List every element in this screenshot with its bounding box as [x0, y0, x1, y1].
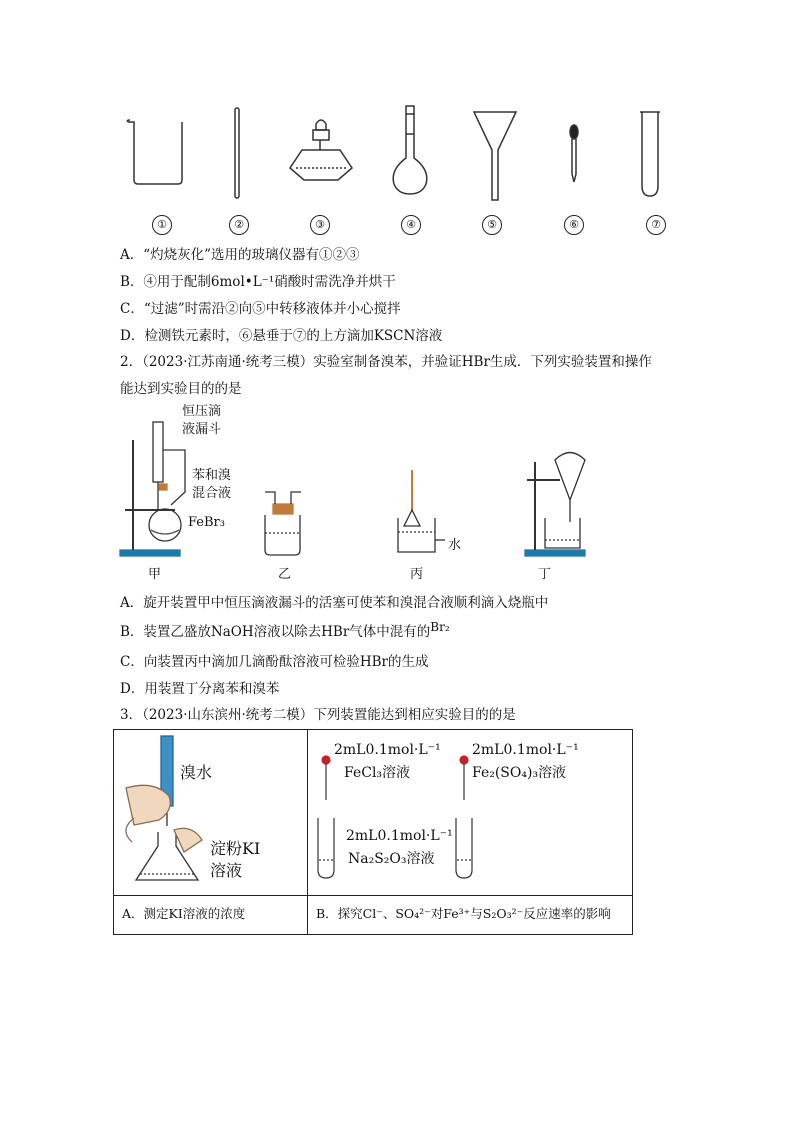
q2-option-c: C．向装置丙中滴加几滴酚酞溶液可检验HBr的生成 — [120, 654, 429, 670]
apparatus-label-3: ③ — [310, 215, 330, 235]
label-mid-conc: 2mL0.1mol·L⁻¹ — [346, 828, 453, 844]
apparatus-yi-drawing — [265, 492, 301, 555]
label-ding: 丁 — [538, 567, 552, 582]
apparatus-bing-drawing — [398, 470, 445, 552]
label-bing: 丙 — [410, 567, 424, 582]
label-jia: 甲 — [148, 567, 162, 582]
q2-option-d: D．用装置丁分离苯和溴苯 — [120, 681, 280, 697]
dropper-drawing — [570, 125, 578, 182]
label-starch-ki-line1: 淀粉KI — [210, 839, 261, 858]
q3-caption-a: A．测定KI溶液的浓度 — [114, 896, 308, 935]
label-catalyst: FeBr₃ — [188, 515, 225, 530]
apparatus-label-7: ⑦ — [646, 215, 666, 235]
label-yi: 乙 — [278, 567, 292, 582]
beaker-drawing — [127, 120, 182, 184]
label-starch-ki-line2: 溶液 — [210, 861, 243, 880]
apparatus-label-4: ④ — [401, 215, 421, 235]
label-water: 水 — [448, 538, 462, 553]
glass-rod-drawing — [235, 108, 239, 198]
apparatus-label-6: ⑥ — [564, 215, 584, 235]
q1-option-a: A．“灼烧灰化”选用的玻璃仪器有①②③ — [120, 247, 360, 263]
q1-option-d: D．检测铁元素时，⑥悬垂于⑦的上方滴加KSCN溶液 — [120, 328, 443, 344]
apparatus-jia-drawing — [120, 422, 185, 556]
label-bromine-water: 溴水 — [180, 763, 213, 782]
label-right-conc: 2mL0.1mol·L⁻¹ — [472, 742, 579, 758]
label-mix-line1: 苯和溴 — [192, 468, 232, 483]
funnel-drawing — [474, 112, 516, 200]
q3-cell-b-figure — [308, 730, 633, 896]
apparatus-label-2: ② — [229, 215, 249, 235]
label-funnel-line1: 恒压滴 — [182, 404, 222, 419]
test-tube-drawing — [640, 112, 660, 196]
volumetric-flask-drawing — [393, 106, 427, 194]
q3-cell-a-figure — [114, 730, 308, 896]
apparatus-label-1: ① — [152, 215, 172, 235]
alcohol-lamp-drawing — [290, 120, 352, 180]
label-left-conc: 2mL0.1mol·L⁻¹ — [334, 742, 441, 758]
label-right-reagent: Fe₂(SO₄)₃溶液 — [472, 765, 567, 781]
label-left-reagent: FeCl₃溶液 — [344, 765, 411, 781]
q2-option-b: B．装置乙盛放NaOH溶液以除去HBr气体中混有的 — [120, 624, 431, 640]
apparatus-label-5: ⑤ — [482, 215, 502, 235]
q2-option-a: A．旋开装置甲中恒压滴液漏斗的活塞可使苯和溴混合液顺利滴入烧瓶中 — [120, 595, 549, 611]
q2-stem-line1: 2．（2023·江苏南通·统考三模）实验室制备溴苯，并验证HBr生成．下列实验装置和操作 — [120, 354, 652, 370]
q3-caption-b: B．探究Cl⁻、SO₄²⁻对Fe³⁺与S₂O₃²⁻反应速率的影响 — [308, 896, 633, 935]
q1-apparatus-figure — [120, 100, 680, 210]
q3-options-table — [113, 729, 633, 935]
apparatus-ding-drawing — [525, 453, 585, 557]
q2-option-b-line — [120, 622, 450, 642]
label-funnel-line2: 液漏斗 — [182, 422, 222, 437]
q2-option-b-formula: Br₂ — [430, 620, 450, 634]
q3-stem: 3．（2023·山东滨州·统考二模）下列装置能达到相应实验目的的是 — [120, 707, 516, 723]
q1-option-b: B．④用于配制6mol•L⁻¹硝酸时需洗净并烘干 — [120, 274, 396, 290]
q2-stem-line2: 能达到实验目的的是 — [120, 381, 242, 397]
q1-option-c: C．“过滤”时需沿②向⑤中转移液体并小心搅拌 — [120, 301, 401, 317]
label-mix-line2: 混合液 — [192, 486, 232, 501]
label-mid-reagent: Na₂S₂O₃溶液 — [348, 851, 435, 867]
